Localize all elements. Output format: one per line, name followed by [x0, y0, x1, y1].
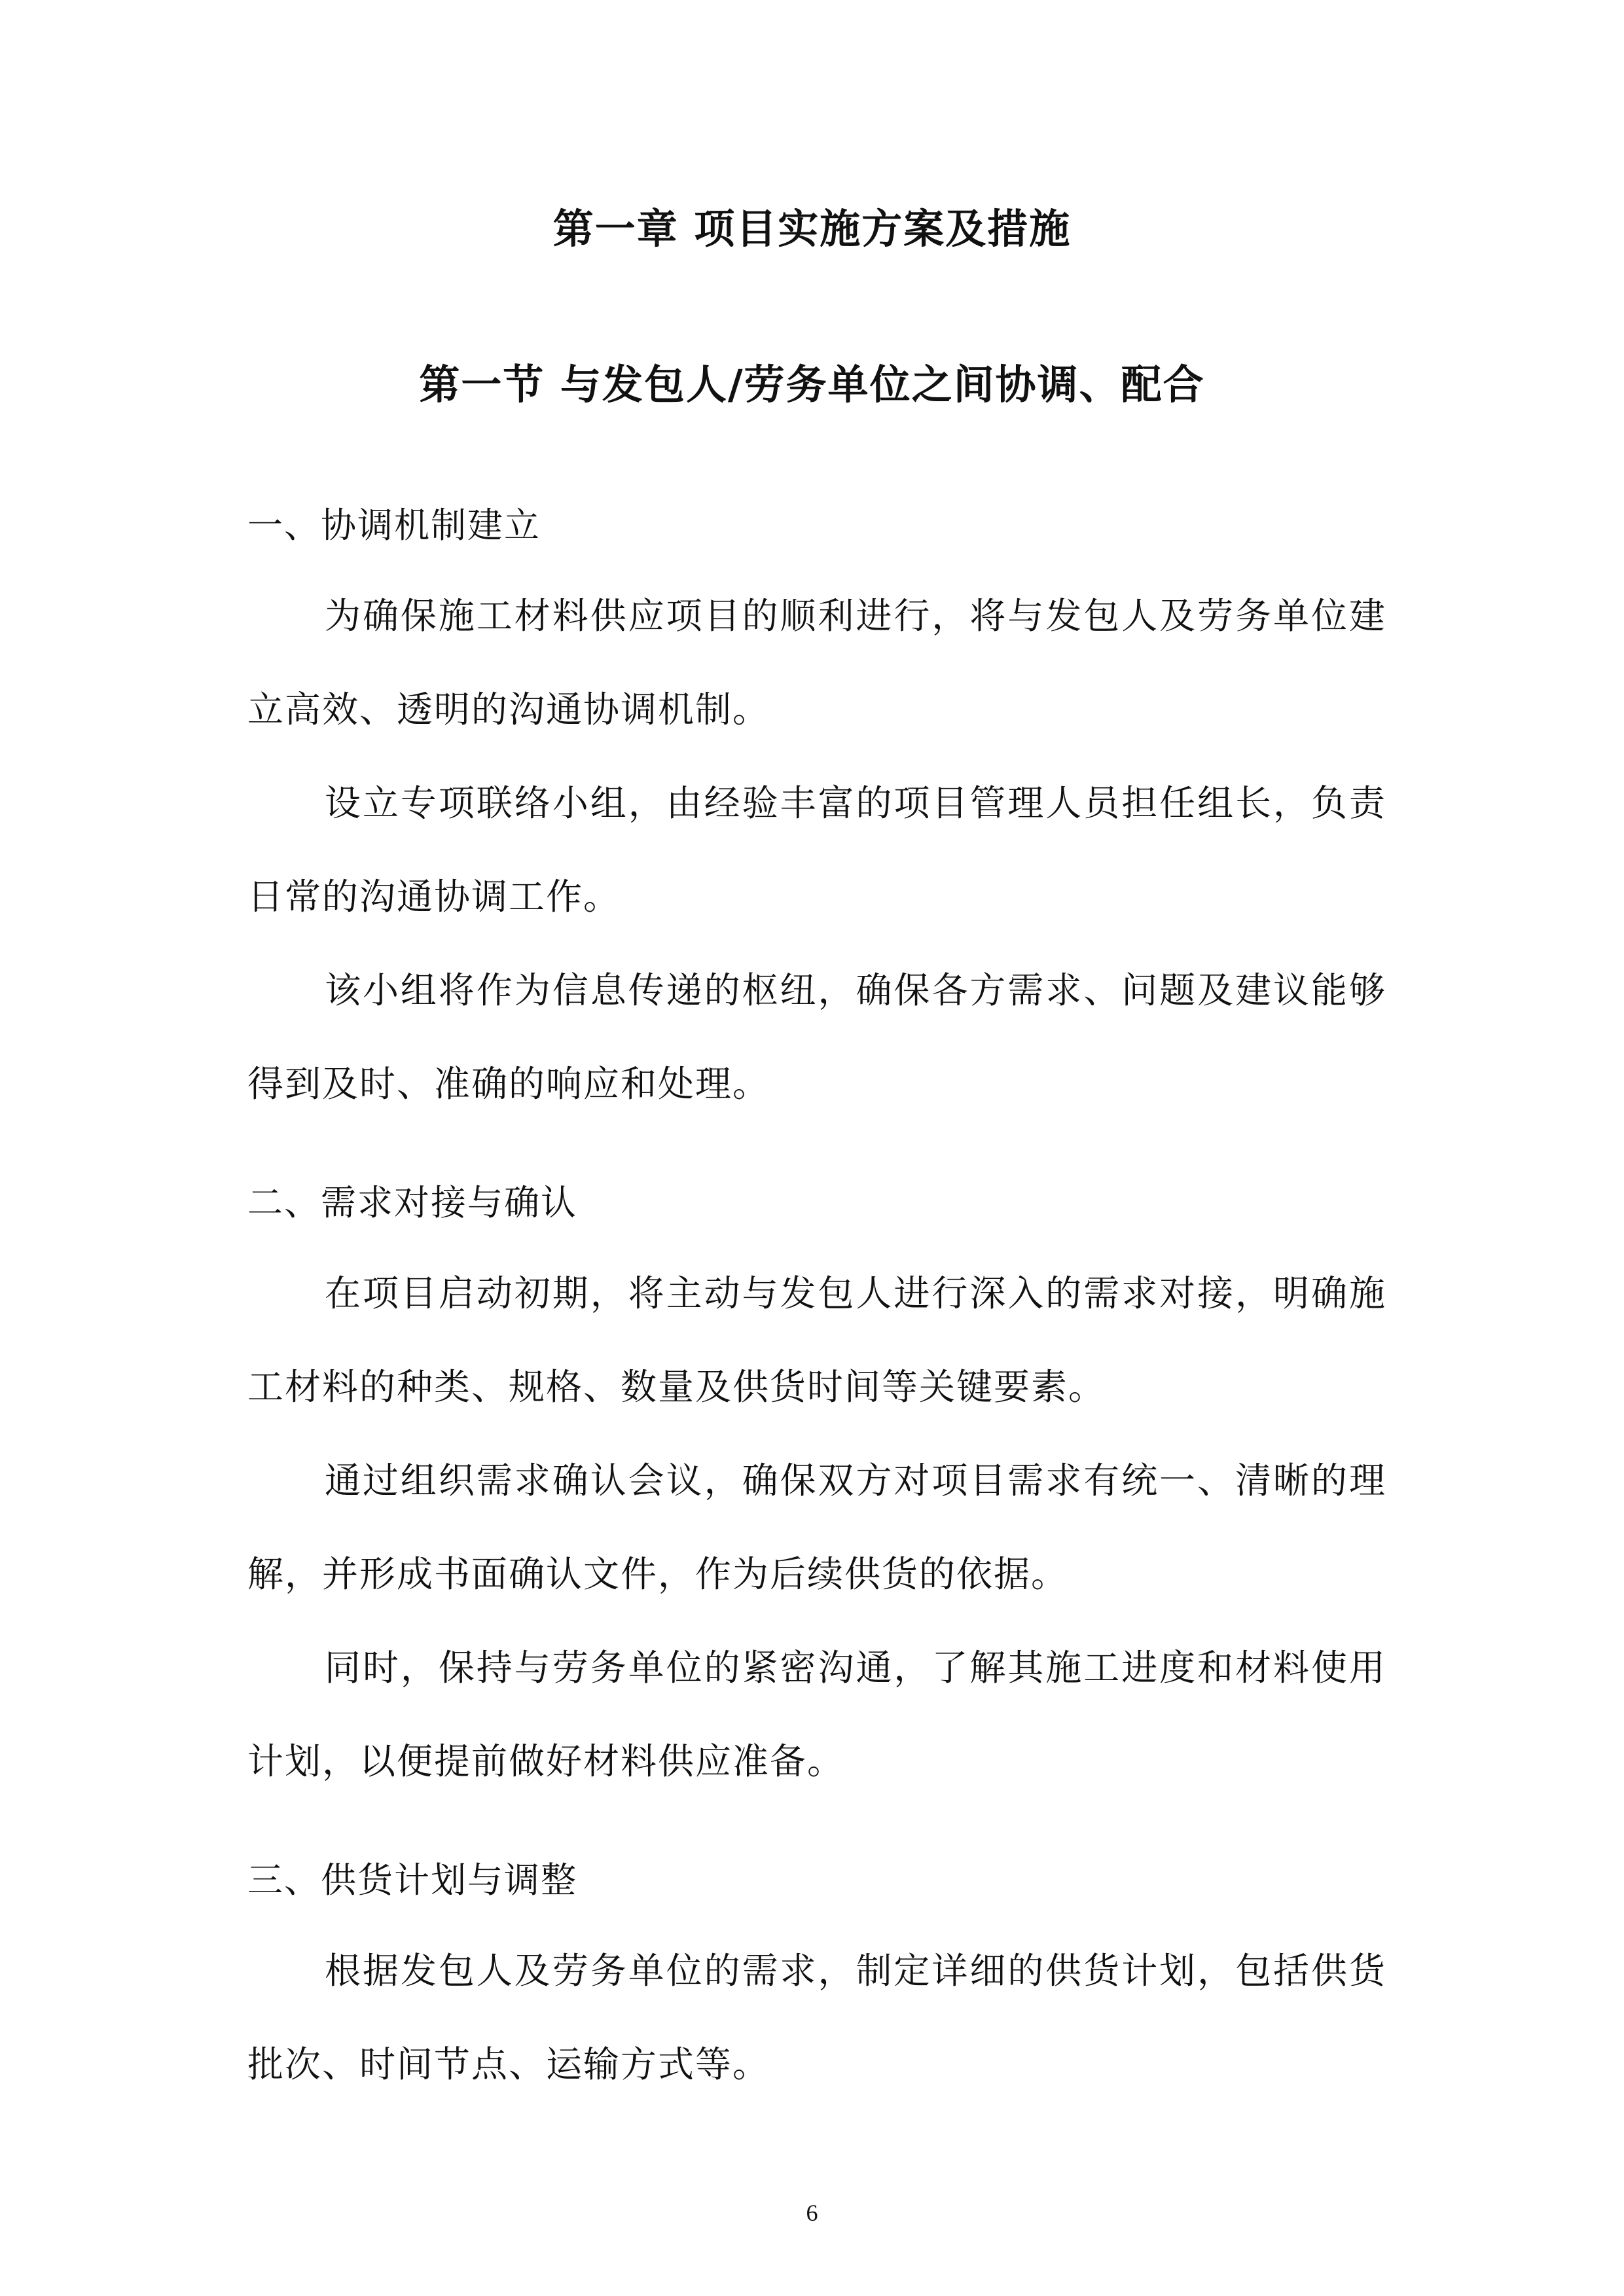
section-title: 第一节 与发包人/劳务单位之间协调、配合: [419, 361, 1205, 408]
paragraph: 同时，保持与劳务单位的紧密沟通，了解其施工进度和材料使用计划，以便提前做好材料供应准备。: [247, 1647, 1386, 1782]
section-heading-3: 三、供货计划与调整: [247, 1859, 577, 1901]
paragraph: 通过组织需求确认会议，确保双方对项目需求有统一、清晰的理解，并形成书面确认文件，作为后续供货的依据。: [247, 1460, 1386, 1595]
paragraph: 为确保施工材料供应项目的顺利进行，将与发包人及劳务单位建立高效、透明的沟通协调机制。: [247, 595, 1386, 730]
paragraph: 该小组将作为信息传递的枢纽，确保各方需求、问题及建议能够得到及时、准确的响应和处理。: [247, 969, 1386, 1105]
paragraph: 设立专项联络小组，由经验丰富的项目管理人员担任组长，负责日常的沟通协调工作。: [247, 782, 1386, 918]
section-heading-2: 二、需求对接与确认: [247, 1182, 577, 1223]
chapter-title: 第一章 项目实施方案及措施: [552, 205, 1072, 253]
section-heading-1: 一、协调机制建立: [247, 505, 541, 546]
page-number: 6: [806, 2200, 818, 2226]
paragraph: 根据发包人及劳务单位的需求，制定详细的供货计划，包括供货批次、时间节点、运输方式等。: [247, 1950, 1386, 2085]
paragraph: 在项目启动初期，将主动与发包人进行深入的需求对接，明确施工材料的种类、规格、数量及供货时间等关键要素。: [247, 1272, 1386, 1408]
